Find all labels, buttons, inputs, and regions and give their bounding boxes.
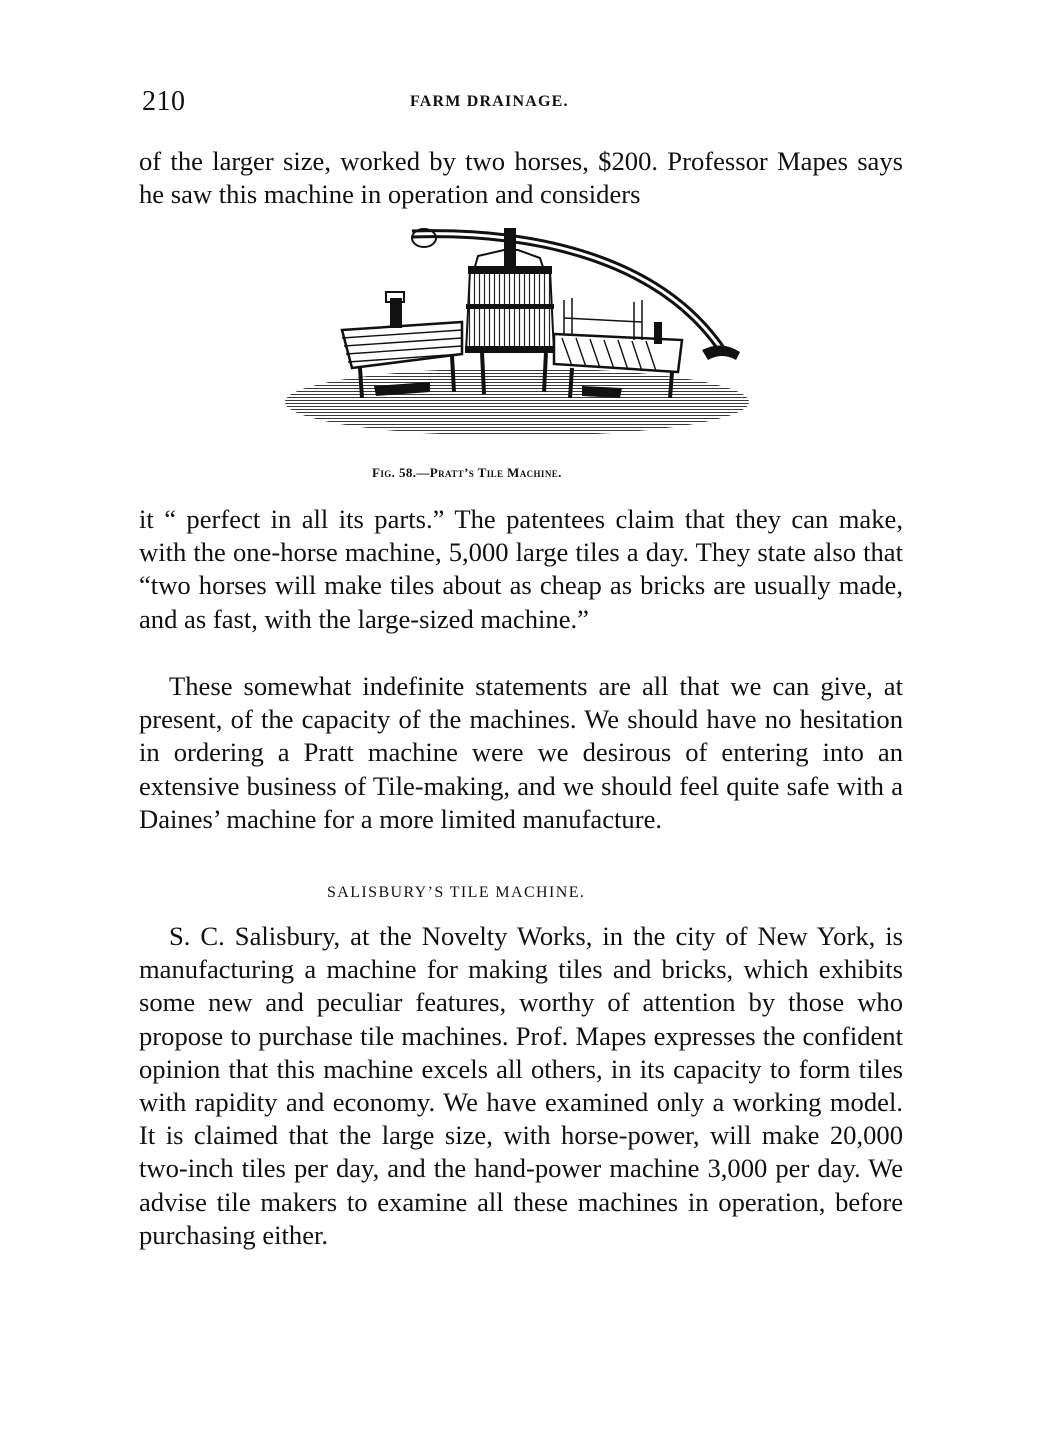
pratt-tile-machine-illustration [282,222,752,452]
paragraph-top: of the larger size, worked by two horses, $200. Professor Mapes says he saw this machine in operation and considers [139,146,903,210]
paragraph-these-statements: These somewhat indefinite statements are all that we can give, at present, of the capacity of the machines. We should have no hesitation in ordering a Pratt machine were we desirous of entering into an extensive business of Tile-making, and we should feel quite safe with a Daines’ machine for a more limited manufacture. [139,671,903,834]
paragraph-after-figure: it “ perfect in all its parts.” The patentees claim that they can make, with the one-horse machine, 5,000 large tiles a day. They state also that “two horses will make tiles about as cheap as bricks are usually made, and as fast, with the large-sized machine.” [139,504,903,634]
running-title: FARM DRAINAGE. [410,93,569,110]
section-heading: SALISBURY’S TILE MACHINE. [327,884,586,901]
page-number: 210 [142,86,186,117]
paragraph-salisbury: S. C. Salisbury, at the Novelty Works, in the city of New York, is manufacturing a machine for making tiles and bricks, which exhibits some new and peculiar features, worthy of attention by those who propose to purchase tile machines. Prof. Mapes expresses the confident opinion that this machine excels all others, in its capacity to form tiles with rapidity and economy. We have examined only a working model. It is claimed that the large size, with horse-power, will make 20,000 two-inch tiles per day, and the hand-power machine 3,000 per day. We advise tile makers to examine all these machines in operation, before purchasing either. [139,921,903,1250]
figure-caption: Fig. 58.—Pratt’s Tile Machine. [372,465,562,480]
